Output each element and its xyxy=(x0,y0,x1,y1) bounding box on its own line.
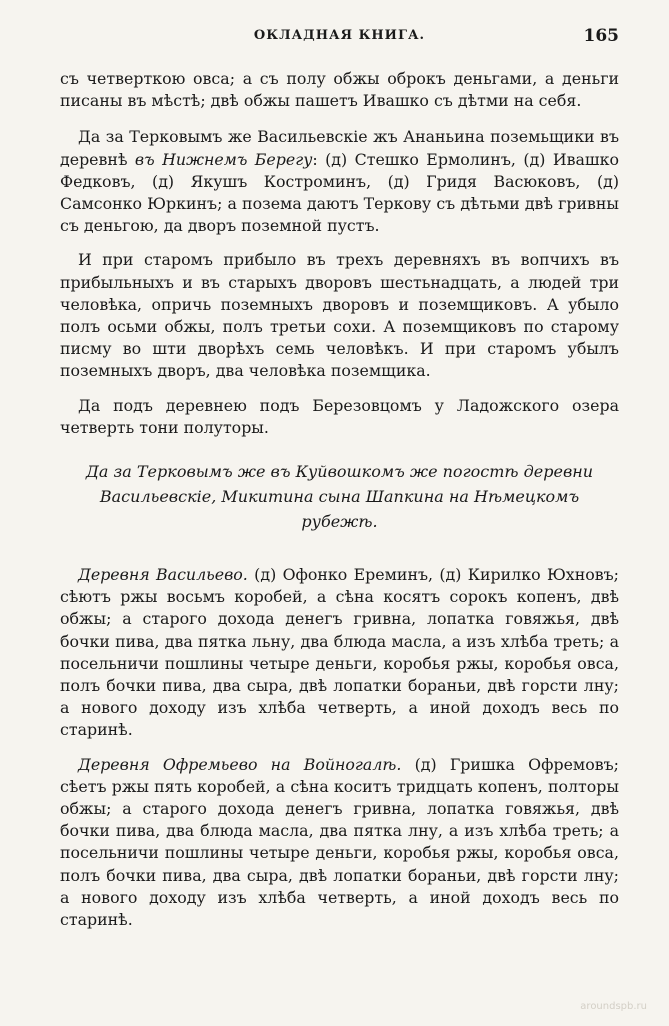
village-name: Деревня Васильево. xyxy=(78,565,248,585)
paragraph-berezovets: Да подъ деревнею подъ Березовцомъ у Ладожского озера четверть тони полуторы. xyxy=(60,395,619,437)
section-heading: Да за Терковымъ же въ Куйвошкомъ же погостѣ деревни Васильевскіе, Микитина сына Шапкина на Нѣмецкомъ рубежѣ. xyxy=(85,462,594,532)
village-name: Деревня Офремьево на Войногалѣ. xyxy=(78,754,402,774)
running-head xyxy=(60,28,619,52)
paragraph-text: Да за Терковымъ же Васильевскіе жъ Ананьина поземьщики въ деревнѣ xyxy=(60,127,619,169)
paragraph-ofremyevo xyxy=(60,754,619,932)
paragraph-vasilyevo xyxy=(60,564,619,742)
paragraph-summary: И при старомъ прибыло въ трехъ деревняхъ въ вопчихъ въ прибыльныхъ и въ старыхъ дворовъ шестьнадцать, а людей три человѣка, опричь поземныхъ дворовъ и поземщиковъ. А убыло полъ осьми обжы, полъ третьи сохи. А поземщиковъ по старому писму во шти дворѣхъ семь человѣкъ. И при старомъ убылъ поземныхъ дворъ, два человѣка поземщика. xyxy=(60,250,619,381)
paragraph-text: : (д) Стешко Ермолинъ, (д) Ивашко Федковъ, (д) Якушъ Костроминъ, (д) Гридя Васюковъ, (д) Самсонко Юркинъ; а позема даютъ Теркову съ дѣтьми двѣ гривны съ деньгою, да дворъ поземной пустъ. xyxy=(60,149,619,236)
paragraph-nizhniy-bereg xyxy=(60,126,619,237)
page-body xyxy=(60,68,619,943)
watermark: aroundspb.ru xyxy=(580,1001,647,1012)
paragraph-continuation: съ четверткою овса; а съ полу обжы оброкъ деньгами, а деньги писаны въ мѣстѣ; двѣ обжы пашетъ Ивашко съ дѣтми на себя. xyxy=(60,69,619,111)
page-number: 165 xyxy=(583,26,619,46)
paragraph-text: (д) Гришка Офремовъ; сѣетъ ржы пять коробей, а сѣна коситъ тридцать копенъ, полторы обжы; а старого дохода денегъ гривна, лопатка говяжья, двѣ бочки пива, два блюда масла, два пятка лну, а изъ хлѣба треть; а посельничи пошлины четыре деньги, коробья ржы, коробья овса, полъ бочки пива, два сыра, двѣ лопатки бораньи, двѣ горсти лну; а нового доходу изъ хлѣба четверть, а иной доходъ весь по старинѣ. xyxy=(60,754,619,930)
running-title: ОКЛАДНАЯ КНИГА. xyxy=(253,28,426,43)
village-name: въ Нижнемъ Берегу xyxy=(134,149,313,169)
paragraph-text: (д) Офонко Ереминъ, (д) Кирилко Юхновъ; сѣютъ ржы восьмъ коробей, а сѣна косятъ сорокъ копенъ, двѣ обжы; а старого дохода денегъ гривна, лопатка говяжья, двѣ бочки пива, два пятка льну, два блюда масла, а изъ хлѣба треть; а посельничи пошлины четыре деньги, коробья ржы, коробья овса, полъ бочки пива, два сыра, двѣ лопатки бораньи, двѣ горсти лну; а нового доходу изъ хлѣба четверть, а иной доходъ весь по старинѣ. xyxy=(60,565,620,740)
